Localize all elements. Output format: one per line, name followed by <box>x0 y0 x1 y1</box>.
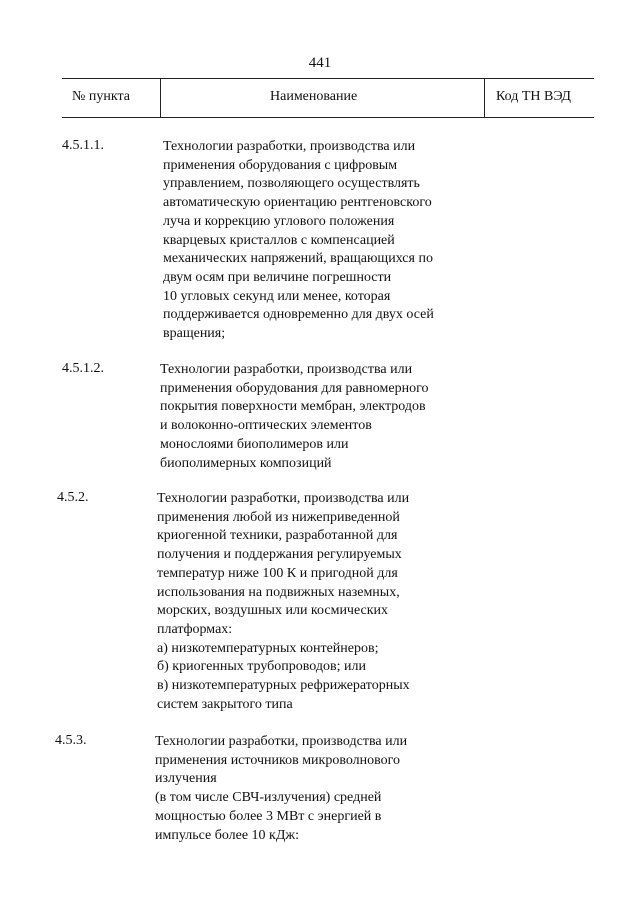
entry-line: мощностью более 3 МВт с энергией в <box>155 808 382 824</box>
entry-line: управлением, позволяющего осуществлять <box>163 176 420 192</box>
entry-line: а) низкотемпературных контейнеров; <box>157 640 379 656</box>
entry-line: монослоями биополимеров или <box>160 436 349 452</box>
entry-number: 4.5.2. <box>57 490 89 505</box>
entry-text <box>163 138 493 344</box>
entry-text <box>155 733 485 845</box>
entry-line: применения оборудования для равномерного <box>160 380 429 396</box>
entry-line: платформах: <box>157 621 233 637</box>
entry-line: использования на подвижных наземных, <box>157 584 400 600</box>
entry-line: (в том числе СВЧ-излучения) средней <box>155 790 382 806</box>
header-number: № пункта <box>72 89 130 104</box>
entry-line: 10 угловых секунд или менее, которая <box>163 288 391 304</box>
column-divider <box>160 78 161 118</box>
entry-text <box>157 490 487 714</box>
entry-line: вращения; <box>163 326 226 342</box>
page-number: 441 <box>308 55 332 71</box>
entry-line: б) криогенных трубопроводов; или <box>157 659 366 675</box>
entry-line: систем закрытого типа <box>157 696 293 712</box>
header-code: Код ТН ВЭД <box>496 89 571 104</box>
entry-line: кварцевых кристаллов с компенсацией <box>163 232 395 248</box>
entry-line: поддерживается одновременно для двух осей <box>163 307 434 323</box>
entry-line: покрытия поверхности мембран, электродов <box>160 399 426 415</box>
entry-number: 4.5.1.1. <box>62 138 104 153</box>
entry-line: в) низкотемпературных рефрижераторных <box>157 678 410 694</box>
entry-line: Технологии разработки, производства или <box>155 734 408 749</box>
entry-number: 4.5.3. <box>55 733 87 748</box>
column-divider <box>484 78 485 118</box>
entry-line: криогенной техники, разработанной для <box>157 528 398 544</box>
table-bottom-rule <box>62 117 594 118</box>
entry-line: излучения <box>155 771 217 787</box>
entry-line: луча и коррекцию углового положения <box>163 213 395 229</box>
entry-text <box>160 361 490 473</box>
entry-line: и волоконно-оптических элементов <box>160 418 372 434</box>
table-top-rule <box>62 78 594 79</box>
entry-line: автоматическую ориентацию рентгеновского <box>163 195 432 211</box>
entry-line: получения и поддержания регулируемых <box>157 547 402 563</box>
entry-line: Технологии разработки, производства или <box>160 362 413 377</box>
header-name: Наименование <box>270 89 358 104</box>
entry-line: двум осям при величине погрешности <box>163 269 392 285</box>
entry-line: применения источников микроволнового <box>155 752 401 768</box>
entry-line: температур ниже 100 К и пригодной для <box>157 565 398 581</box>
entry-line: Технологии разработки, производства или <box>163 139 416 154</box>
entry-line: применения оборудования с цифровым <box>163 157 398 173</box>
entry-line: механических напряжений, вращающихся по <box>163 251 433 267</box>
entry-line: импульсе более 10 кДж: <box>155 827 299 843</box>
entry-line: биополимерных композиций <box>160 455 332 471</box>
entry-number: 4.5.1.2. <box>62 361 104 376</box>
entry-line: применения любой из нижеприведенной <box>157 509 400 525</box>
entry-line: Технологии разработки, производства или <box>157 491 410 506</box>
entry-line: морских, воздушных или космических <box>157 603 389 619</box>
